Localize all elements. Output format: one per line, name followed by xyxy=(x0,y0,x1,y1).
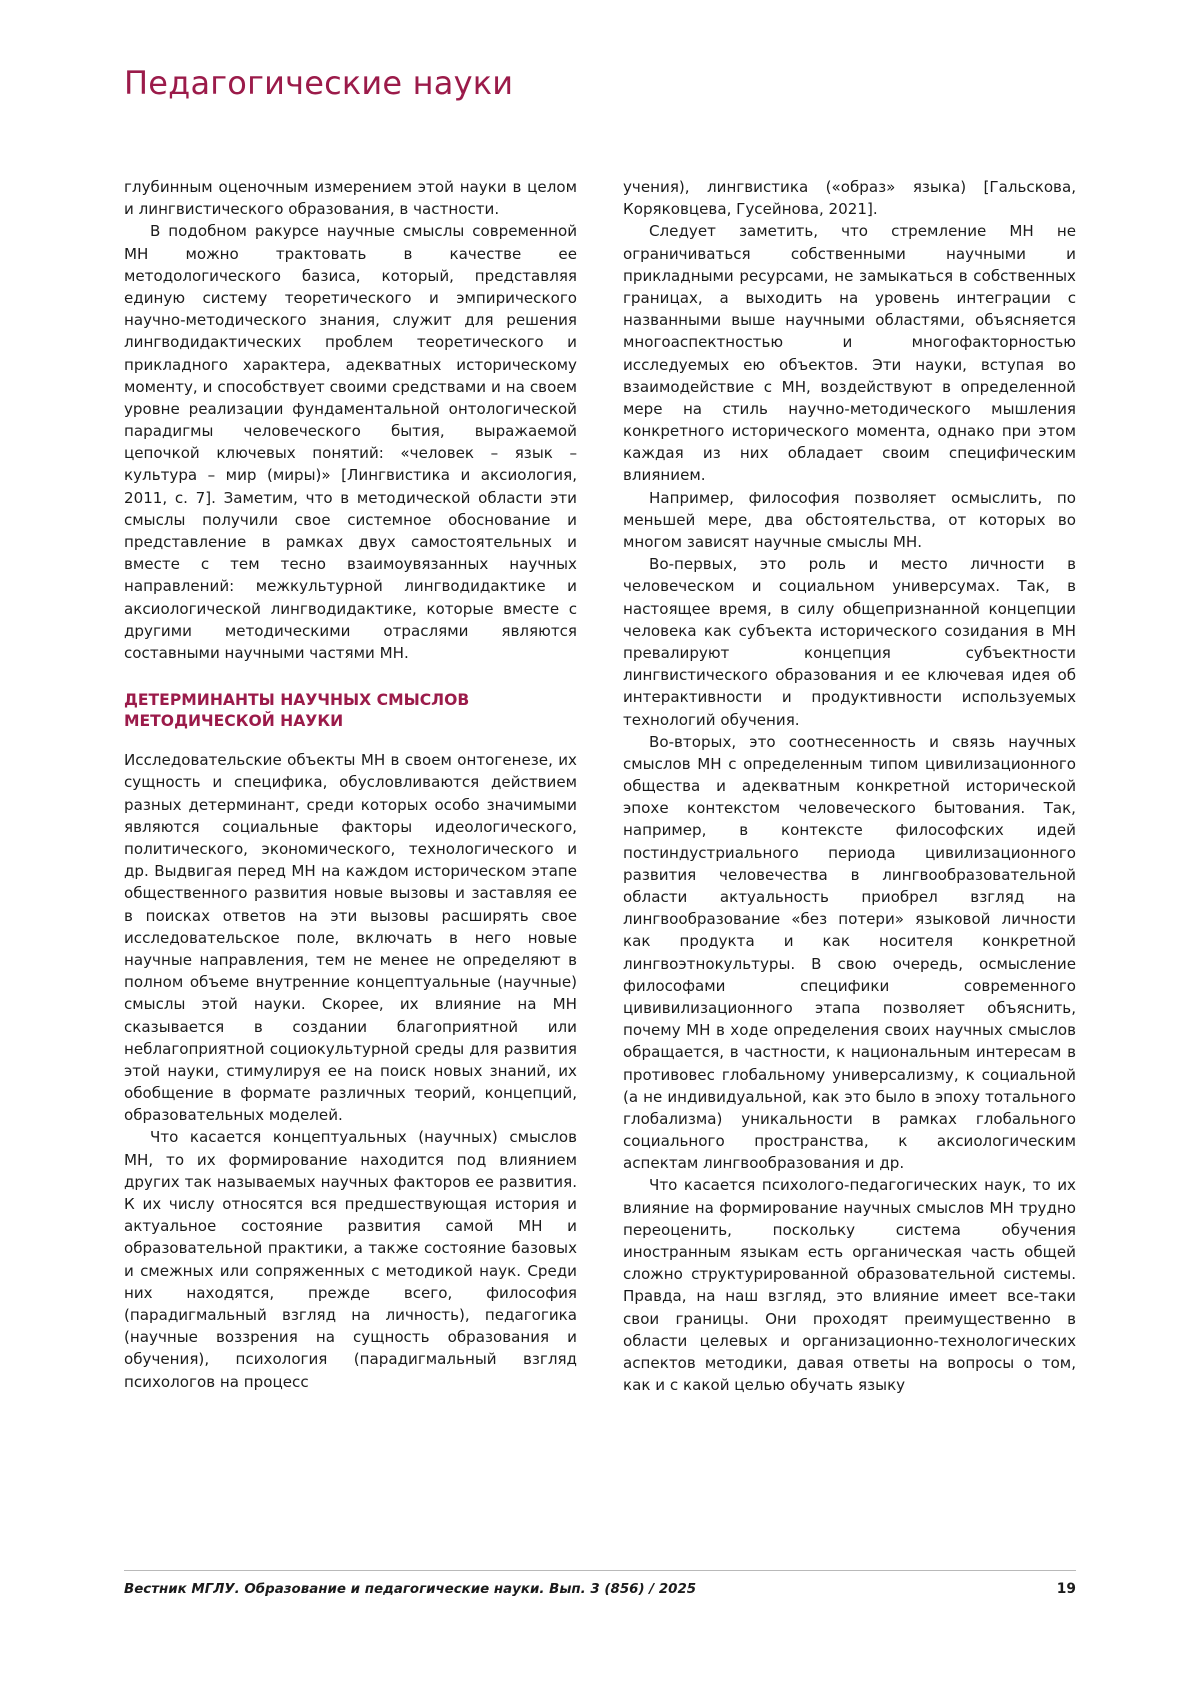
footer-journal-info: Вестник МГЛУ. Образование и педагогические науки. Вып. 3 (856) / 2025 xyxy=(124,1582,697,1597)
paragraph: Что касается концептуальных (научных) смыслов МН, то их формирование находится под влиянием других так называемых научных факторов ее развития. К их числу относятся вся предшествующая история и актуальное состояние развития самой МН и образовательной практики, а также состояние базовых и смежных или сопряженных с методикой наук. Среди них находятся, прежде всего, философия (парадигмальный взгляд на личность), педагогика (научные воззрения на сущность образования и обучения), психология (парадигмальный взгляд психологов на процесс xyxy=(124,1128,577,1391)
footer-page-number: 19 xyxy=(1056,1581,1076,1597)
paragraph: Во-первых, это роль и место личности в человеческом и социальном универсумах. Так, в настоящее время, в силу общепризнанной концепции человека как субъекта исторического созидания в МН превалируют концепция субъектности лингвистического образования и ее ключевая идея об интерактивности и продуктивности используемых технологий обучения. xyxy=(623,555,1076,729)
paragraph: Следует заметить, что стремление МН не ограничиваться собственными научными и прикладными ресурсами, не замыкаться в собственных границах, а выходить на уровень интеграции с названными выше научными областями, объясняется многоаспектностью и многофакторностью исследуемых ею объектов. Эти науки, вступая во взаимодействие с МН, воздействуют в определенной мере на стиль научно-методического мышления конкретного исторического момента, однако при этом каждая из них обладает своим специфическим влиянием. xyxy=(623,222,1076,485)
page-title: Педагогические науки xyxy=(124,64,514,102)
paragraph: В подобном ракурсе научные смыслы современной МН можно трактовать в качестве ее методологического базиса, который, представляя единую систему теоретического и эмпирического научно-методического знания, служит для решения лингводидактических проблем теоретического и прикладного характера, адекватных историческому моменту, и способствует своими средствами и на своем уровне реализации фундаментальной онтологической парадигмы человеческого бытия, выражаемой цепочкой ключевых понятий: «человек – язык – культура – мир (миры)» [Лингвистика и аксиология, 2011, с. 7]. Заметим, что в методической области эти смыслы получили свое системное обоснование и представление в рамках двух самостоятельных и вместе с тем тесно взаимоувязанных научных направлений: межкультурной лингводидактике и аксиологической лингводидактике, которые вместе с другими методическими отраслями являются составными научными частями МН. xyxy=(124,222,577,662)
two-column-body xyxy=(124,176,1076,1396)
paragraph: Исследовательские объекты МН в своем онтогенезе, их сущность и специфика, обусловливаются действием разных детерминант, среди которых особо значимыми являются социальные факторы идеологического, политического, экономического, технологического и др. Выдвигая перед МН на каждом историческом этапе общественного развития новые вызовы и заставляя ее в поисках ответов на эти вызовы расширять свое исследовательское поле, включать в него новые научные направления, тем не менее не определяют в полном объеме внутренние концептуальные (научные) смыслы этой науки. Скорее, их влияние на МН сказывается в создании благоприятной или неблагоприятной социокультурной среды для развития этой науки, стимулируя ее на поиск новых знаний, их обобщение в формате различных теорий, концепций, образовательных моделей. xyxy=(124,751,577,1125)
section-heading: ДЕТЕРМИНАНТЫ НАУЧНЫХ СМЫСЛОВ МЕТОДИЧЕСКОЙ НАУКИ xyxy=(124,691,470,730)
right-column xyxy=(623,176,1076,1396)
left-column xyxy=(124,176,577,1396)
page-footer xyxy=(124,1570,1076,1597)
paragraph: Например, философия позволяет осмыслить, по меньшей мере, два обстоятельства, от которых во многом зависят научные смыслы МН. xyxy=(623,488,1076,551)
paragraph: учения), лингвистика («образ» языка) [Гальскова, Коряковцева, Гусейнова, 2021]. xyxy=(623,178,1076,219)
paragraph: Что касается психолого-педагогических наук, то их влияние на формирование научных смыслов МН трудно переоценить, поскольку система обучения иностранным языкам есть органическая часть общей сложно структурированной образовательной системы. Правда, на наш взгляд, это влияние имеет все-таки свои границы. Они проходят преимущественно в области целевых и организационно-технологических аспектов методики, давая ответы на вопросы о том, как и с какой целью обучать языку xyxy=(623,1176,1076,1395)
paragraph: глубинным оценочным измерением этой науки в целом и лингвистического образования, в частности. xyxy=(124,178,577,219)
paragraph: Во-вторых, это соотнесенность и связь научных смыслов МН с определенным типом цивилизационного общества и адекватным конкретной исторической эпохе контекстом человеческого бытования. Так, например, в контексте философских идей постиндустриального периода цивилизационного развития человечества в лингвообразовательной области актуальность приобрел взгляд на лингвообразование «без потери» языковой личности как продукта и как носителя конкретной лингвоэтнокультуры. В свою очередь, осмысление философами специфики современного цививилизационного этапа позволяет объяснить, почему МН в ходе определения своих научных смыслов обращается, в частности, к национальным интересам в противовес глобальному универсализму, к социальной (а не индивидуальной, как это было в эпоху тотального глобализма) уникальности в рамках глобального социального пространства, к аксиологическим аспектам лингвообразования и др. xyxy=(623,732,1076,1173)
